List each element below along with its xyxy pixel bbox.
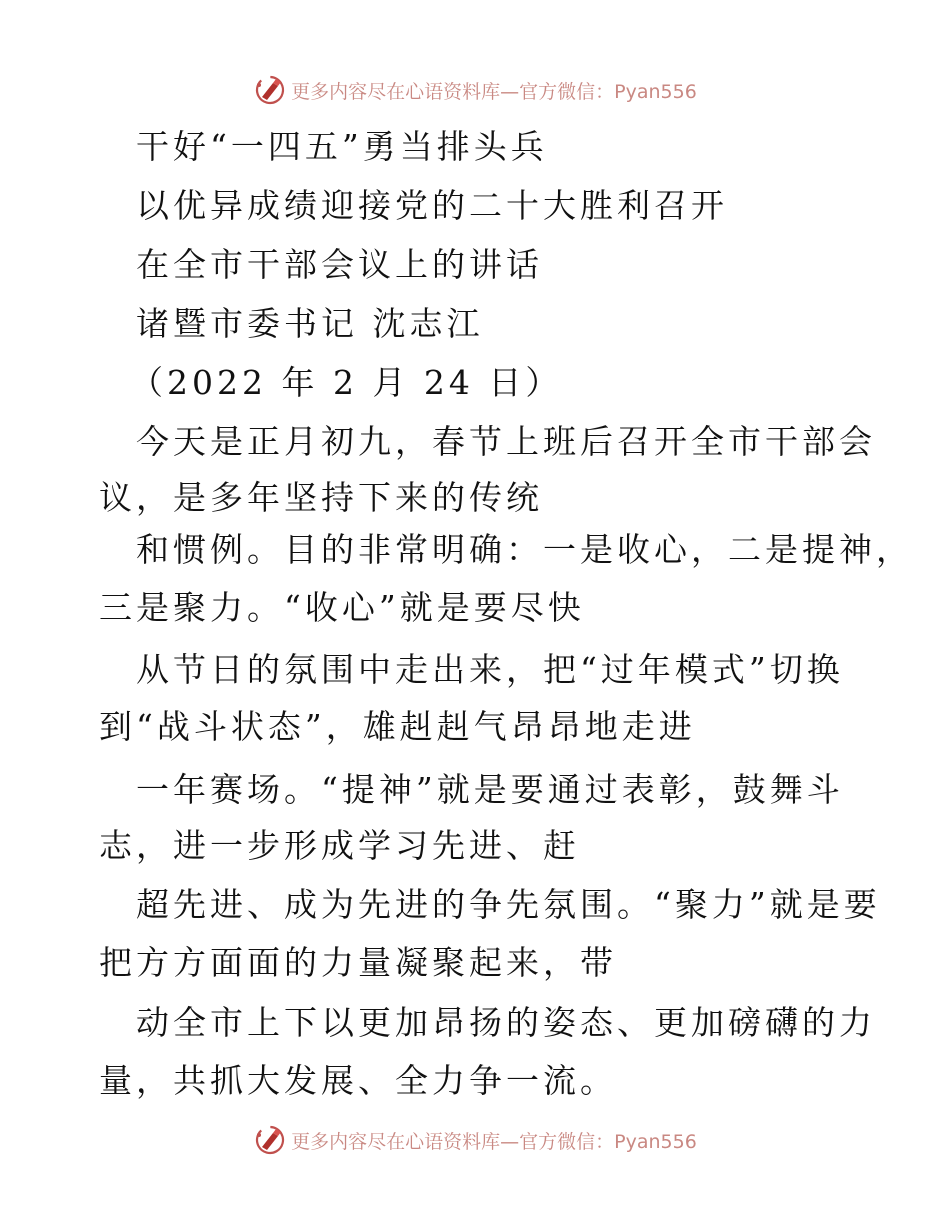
watermark-text: 更多内容尽在心语资料库—官方微信：Pyan556 <box>291 80 697 103</box>
header-watermark <box>0 70 950 110</box>
paragraph-line: 量，共抓大发展、全力争一流。 <box>99 1061 617 1100</box>
watermark-text: 更多内容尽在心语资料库—官方微信：Pyan556 <box>291 1130 697 1153</box>
paragraph-line: 动全市上下以更加昂扬的姿态、更加磅礴的力 <box>136 1003 876 1042</box>
speech-title-line-1: 干好“一四五”勇当排头兵 <box>136 127 548 166</box>
paragraph-line: 超先进、成为先进的争先氛围。“聚力”就是要 <box>136 885 881 924</box>
paragraph-line: 从节日的氛围中走出来，把“过年模式”切换 <box>136 650 844 689</box>
paragraph-line: 今天是正月初九，春节上班后召开全市干部会 <box>136 422 876 461</box>
paragraph-line: 志，进一步形成学习先进、赶 <box>99 826 580 865</box>
paragraph-line: 议，是多年坚持下来的传统 <box>99 478 543 517</box>
paragraph-line: 到“战斗状态”，雄赳赳气昂昂地走进 <box>99 707 696 746</box>
paragraph-line: 一年赛场。“提神”就是要通过表彰，鼓舞斗 <box>136 770 844 809</box>
speech-date: （2022 年 2 月 24 日） <box>130 363 563 402</box>
paragraph-line: 三是聚力。“收心”就是要尽快 <box>99 588 585 627</box>
paragraph-line: 和惯例。目的非常明确：一是收心，二是提神， <box>136 530 913 569</box>
speech-author: 诸暨市委书记 沈志江 <box>136 304 484 343</box>
footer-watermark <box>0 1120 950 1160</box>
paragraph-line: 把方方面面的力量凝聚起来，带 <box>99 943 617 982</box>
speech-title-line-2: 以优异成绩迎接党的二十大胜利召开 <box>136 186 728 225</box>
speech-title-line-3: 在全市干部会议上的讲话 <box>136 245 543 284</box>
pen-nib-circle-icon <box>253 73 287 107</box>
pen-nib-circle-icon <box>253 1123 287 1157</box>
